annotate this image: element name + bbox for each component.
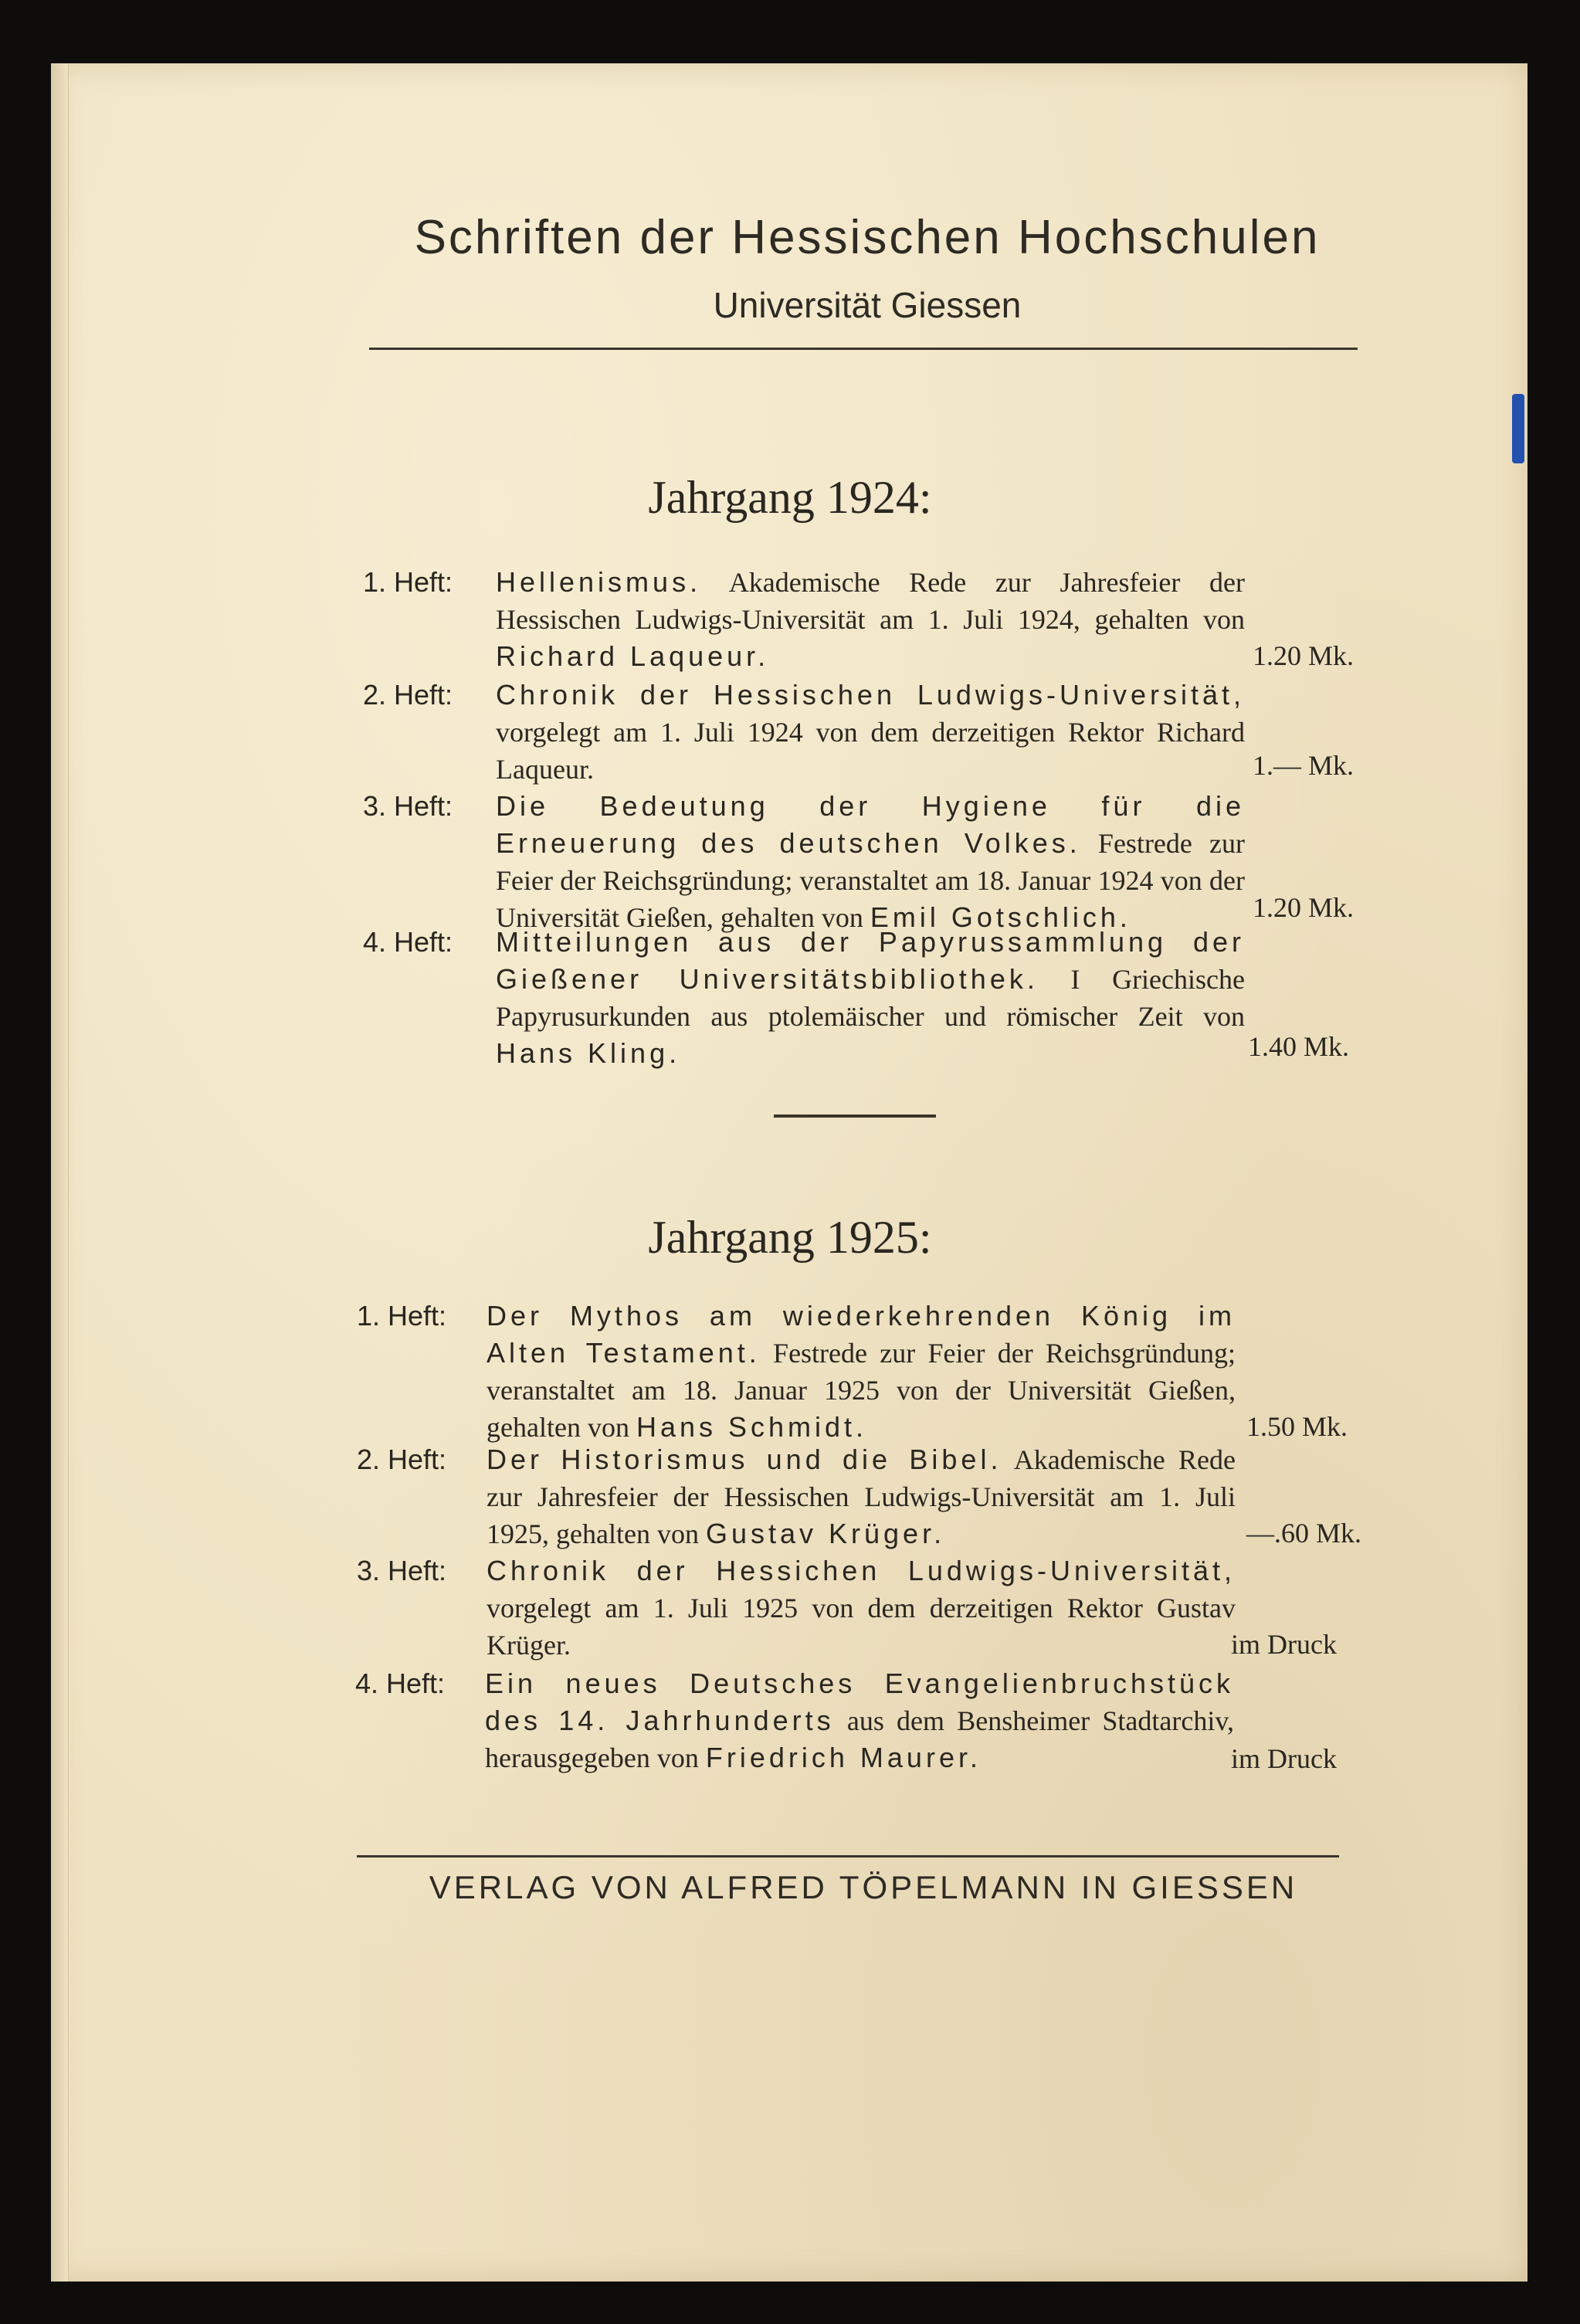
- page-edge: [51, 63, 69, 2282]
- issue-description: vorgelegt am 1. Juli 1924 von dem derzeitigen Rektor Richard Laqueur.: [496, 717, 1245, 785]
- issue-title: Ein neues Deutsches Evangelienbruchstück des 14. Jahrhunderts: [485, 1668, 1234, 1736]
- series-title: Schriften der Hessischen Hochschulen: [414, 211, 1321, 264]
- issue-author: Gustav Krüger.: [705, 1518, 946, 1549]
- issue-title: Der Historismus und die Bibel.: [487, 1444, 1002, 1475]
- issue-price: im Druck: [1231, 1743, 1337, 1774]
- issue-price: 1.20 Mk.: [1253, 640, 1355, 671]
- issue-title: Hellenismus.: [496, 566, 702, 598]
- issue-title: Chronik der Hessichen Ludwigs-Universität,: [487, 1555, 1236, 1586]
- university-subtitle: Universität Giessen: [713, 285, 1022, 325]
- issue-label: 2. Heft:: [363, 679, 453, 711]
- issue-description: Festrede zur Feier der Reichsgründung; veranstaltet am 18. Januar 1925 von der Universität Gießen, gehalten von: [487, 1338, 1236, 1443]
- volume-heading-1925: Jahrgang 1925:: [648, 1212, 932, 1263]
- issue-title: Chronik der Hessischen Ludwigs-Universität,: [496, 679, 1245, 711]
- header-rule: [369, 348, 1358, 350]
- issue-label: 4. Heft:: [355, 1668, 446, 1699]
- issue-title: Die Bedeutung der Hygiene für die Erneuerung des deutschen Volkes.: [496, 790, 1245, 859]
- issue-price: 1.40 Mk.: [1248, 1031, 1350, 1062]
- issue-author: Friedrich Maurer.: [705, 1742, 982, 1773]
- issue-description: I Griechische Papyrusurkunden aus ptolemäischer und römischer Zeit von: [496, 964, 1245, 1032]
- document-page: [51, 63, 1527, 2282]
- issue-title: Der Mythos am wiederkehrenden König im Alten Testament.: [487, 1300, 1236, 1369]
- issue-author: Hans Schmidt.: [636, 1411, 868, 1443]
- issue-price: 1.— Mk.: [1253, 750, 1355, 781]
- issue-label: 2. Heft:: [357, 1444, 447, 1475]
- issue-description: Akademische Rede zur Jahresfeier der Hessischen Ludwigs-Universität am 1. Juli 1925, gehalten von: [487, 1444, 1236, 1549]
- issue-description: vorgelegt am 1. Juli 1925 von dem derzeitigen Rektor Gustav Krüger.: [487, 1593, 1236, 1661]
- issue-label: 4. Heft:: [363, 926, 453, 958]
- section-divider: [774, 1115, 936, 1118]
- issue-description: Festrede zur Feier der Reichsgründung; veranstaltet am 18. Januar 1924 von der Universität Gießen, gehalten von: [496, 828, 1245, 933]
- issue-price: im Druck: [1231, 1629, 1337, 1660]
- issue-label: 1. Heft:: [363, 566, 453, 598]
- issue-price: —.60 Mk.: [1246, 1518, 1362, 1549]
- volume-heading-1924: Jahrgang 1924:: [648, 472, 932, 523]
- issue-label: 3. Heft:: [363, 790, 453, 822]
- issue-price: 1.20 Mk.: [1253, 892, 1355, 923]
- issue-author: Emil Gotschlich.: [870, 901, 1131, 933]
- publisher-imprint: VERLAG VON ALFRED TÖPELMANN IN GIESSEN: [429, 1869, 1298, 1905]
- issue-author: Hans Kling.: [496, 1037, 681, 1069]
- issue-description: aus dem Bensheimer Stadtarchiv, herausgegeben von: [485, 1705, 1234, 1773]
- blue-bookmark-tab: [1512, 394, 1524, 463]
- issue-author: Richard Laqueur.: [496, 640, 770, 672]
- issue-label: 1. Heft:: [357, 1300, 447, 1332]
- issue-description: Akademische Rede zur Jahresfeier der Hessischen Ludwigs-Universität am 1. Juli 1924, gehalten von: [496, 567, 1245, 635]
- footer-rule: [357, 1855, 1339, 1858]
- issue-price: 1.50 Mk.: [1246, 1411, 1348, 1442]
- issue-title: Mitteilungen aus der Papyrussammlung der Gießener Universitätsbibliothek.: [496, 926, 1245, 995]
- issue-label: 3. Heft:: [357, 1555, 447, 1586]
